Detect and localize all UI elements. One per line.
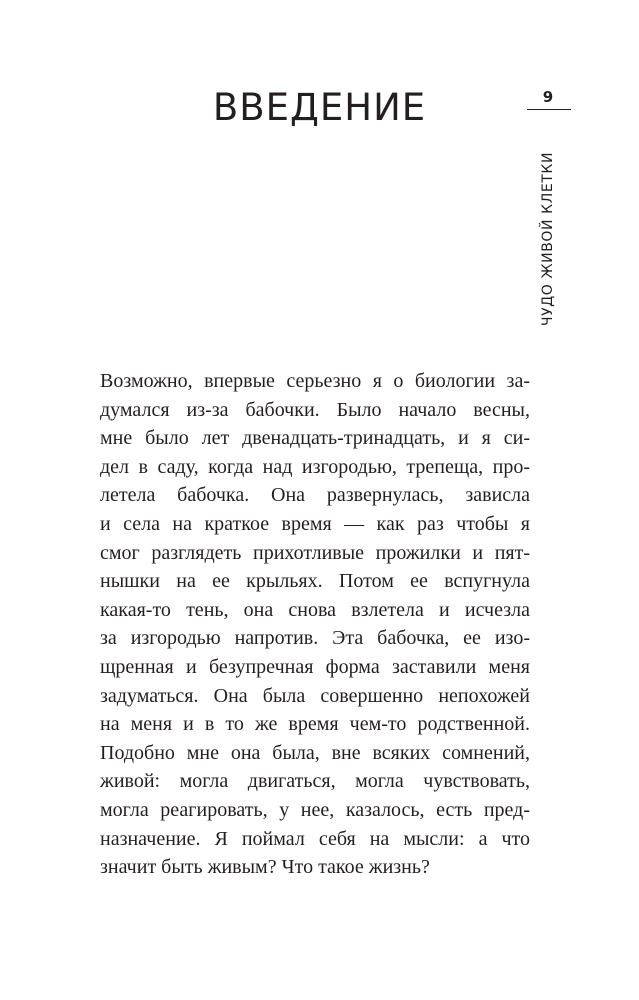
running-head-text: ЧУДО ЖИВОЙ КЛЕТКИ (540, 151, 556, 326)
body-line: Подобно мне она была, вне всяких сомнений, (100, 741, 530, 764)
body-line: щренная и безупречная форма заставили меня (100, 655, 530, 678)
body-line: задуматься. Она была совершенно непохожей (100, 684, 530, 707)
body-paragraph (100, 367, 530, 882)
body-line: думался из-за бабочки. Было начало весны, (100, 398, 530, 421)
body-line: на меня и в то же время чем-то родственной. (100, 713, 530, 736)
body-line: и села на краткое время — как раз чтобы я (100, 512, 530, 535)
page-number-rule (527, 109, 571, 110)
body-line: летела бабочка. Она развернулась, зависла (100, 484, 530, 507)
body-line: какая-то тень, она снова взлетела и исчезла (100, 598, 530, 621)
body-line: значит быть живым? Что такое жизнь? (100, 856, 430, 879)
running-head (537, 151, 559, 326)
body-line: Возможно, впервые серьезно я о биологии за- (100, 370, 530, 392)
body-line: дел в саду, когда над изгородью, трепеща, про- (100, 455, 530, 478)
body-line: смог разглядеть прихотливые прожилки и пят- (100, 541, 530, 564)
chapter-title: ВВЕДЕНИЕ (212, 86, 427, 129)
body-line: живой: могла двигаться, могла чувствовать, (100, 770, 530, 793)
page-number: 9 (542, 88, 554, 106)
body-line: нышки на ее крыльях. Потом ее вспугнула (100, 570, 530, 593)
body-line: мне было лет двенадцать-тринадцать, и я си- (100, 427, 530, 450)
body-line: могла реагировать, у нее, казалось, есть пред- (100, 798, 530, 821)
body-line: за изгородью напротив. Эта бабочка, ее изо- (100, 627, 530, 650)
body-line: назначение. Я поймал себя на мысли: а что (100, 827, 530, 850)
